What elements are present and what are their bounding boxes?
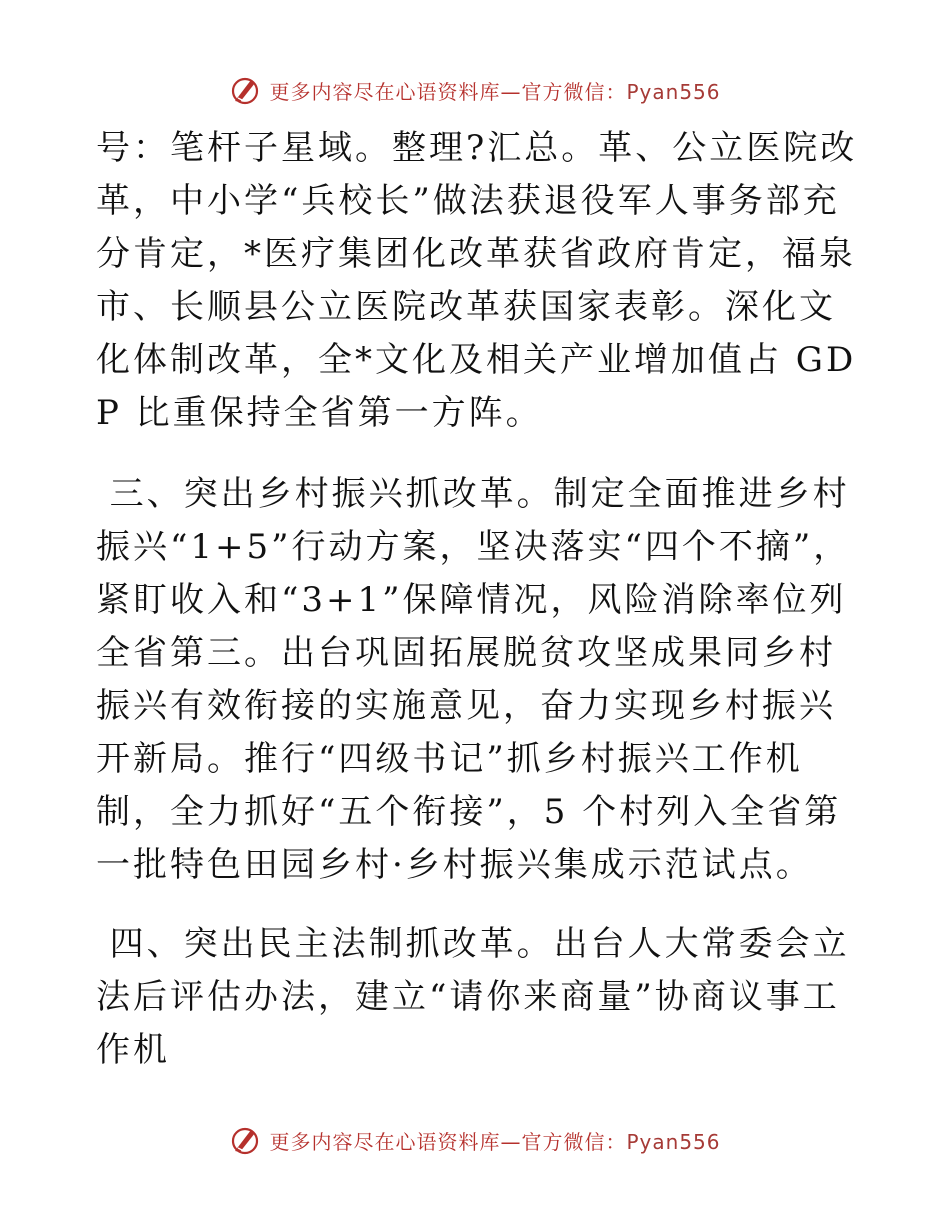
header-watermark-text [269, 76, 720, 105]
quill-pen-logo-icon [229, 1124, 261, 1156]
paragraph-continuation: 号：笔杆子星域。整理?汇总。革、公立医院改革，中小学“兵校长”做法获退役军人事务部充分肯定，*医疗集团化改革获省政府肯定，福泉市、长顺县公立医院改革获国家表彰。深化文化体制改革，全*文化及相关产业增加值占 GDP 比重保持全省第一方阵。 [96, 128, 858, 433]
header-watermark-banner [0, 70, 950, 110]
footer-watermark-wechat-id: Pyan556 [626, 1129, 721, 1154]
footer-watermark-main: 更多内容尽在心语资料库—官方微信： [269, 1129, 627, 1154]
header-watermark-main: 更多内容尽在心语资料库—官方微信： [269, 79, 627, 104]
footer-watermark-text [269, 1126, 720, 1155]
quill-pen-logo-icon [229, 74, 261, 106]
document-body [96, 122, 866, 1077]
header-watermark-wechat-id: Pyan556 [626, 79, 721, 104]
footer-watermark-banner [0, 1120, 950, 1160]
paragraph-section-three: 三、突出乡村振兴抓改革。制定全面推进乡村振兴“1+5”行动方案，坚决落实“四个不摘”，紧盯收入和“3+1”保障情况，风险消除率位列全省第三。出台巩固拓展脱贫攻坚成果同乡村振兴有效衔接的实施意见，奋力实现乡村振兴开新局。推行“四级书记”抓乡村振兴工作机制，全力抓好“五个衔接”，5 个村列入全省第一批特色田园乡村·乡村振兴集成示范试点。 [96, 474, 851, 885]
paragraph-section-four: 四、突出民主法制抓改革。出台人大常委会立法后评估办法，建立“请你来商量”协商议事工作机 [96, 924, 850, 1070]
